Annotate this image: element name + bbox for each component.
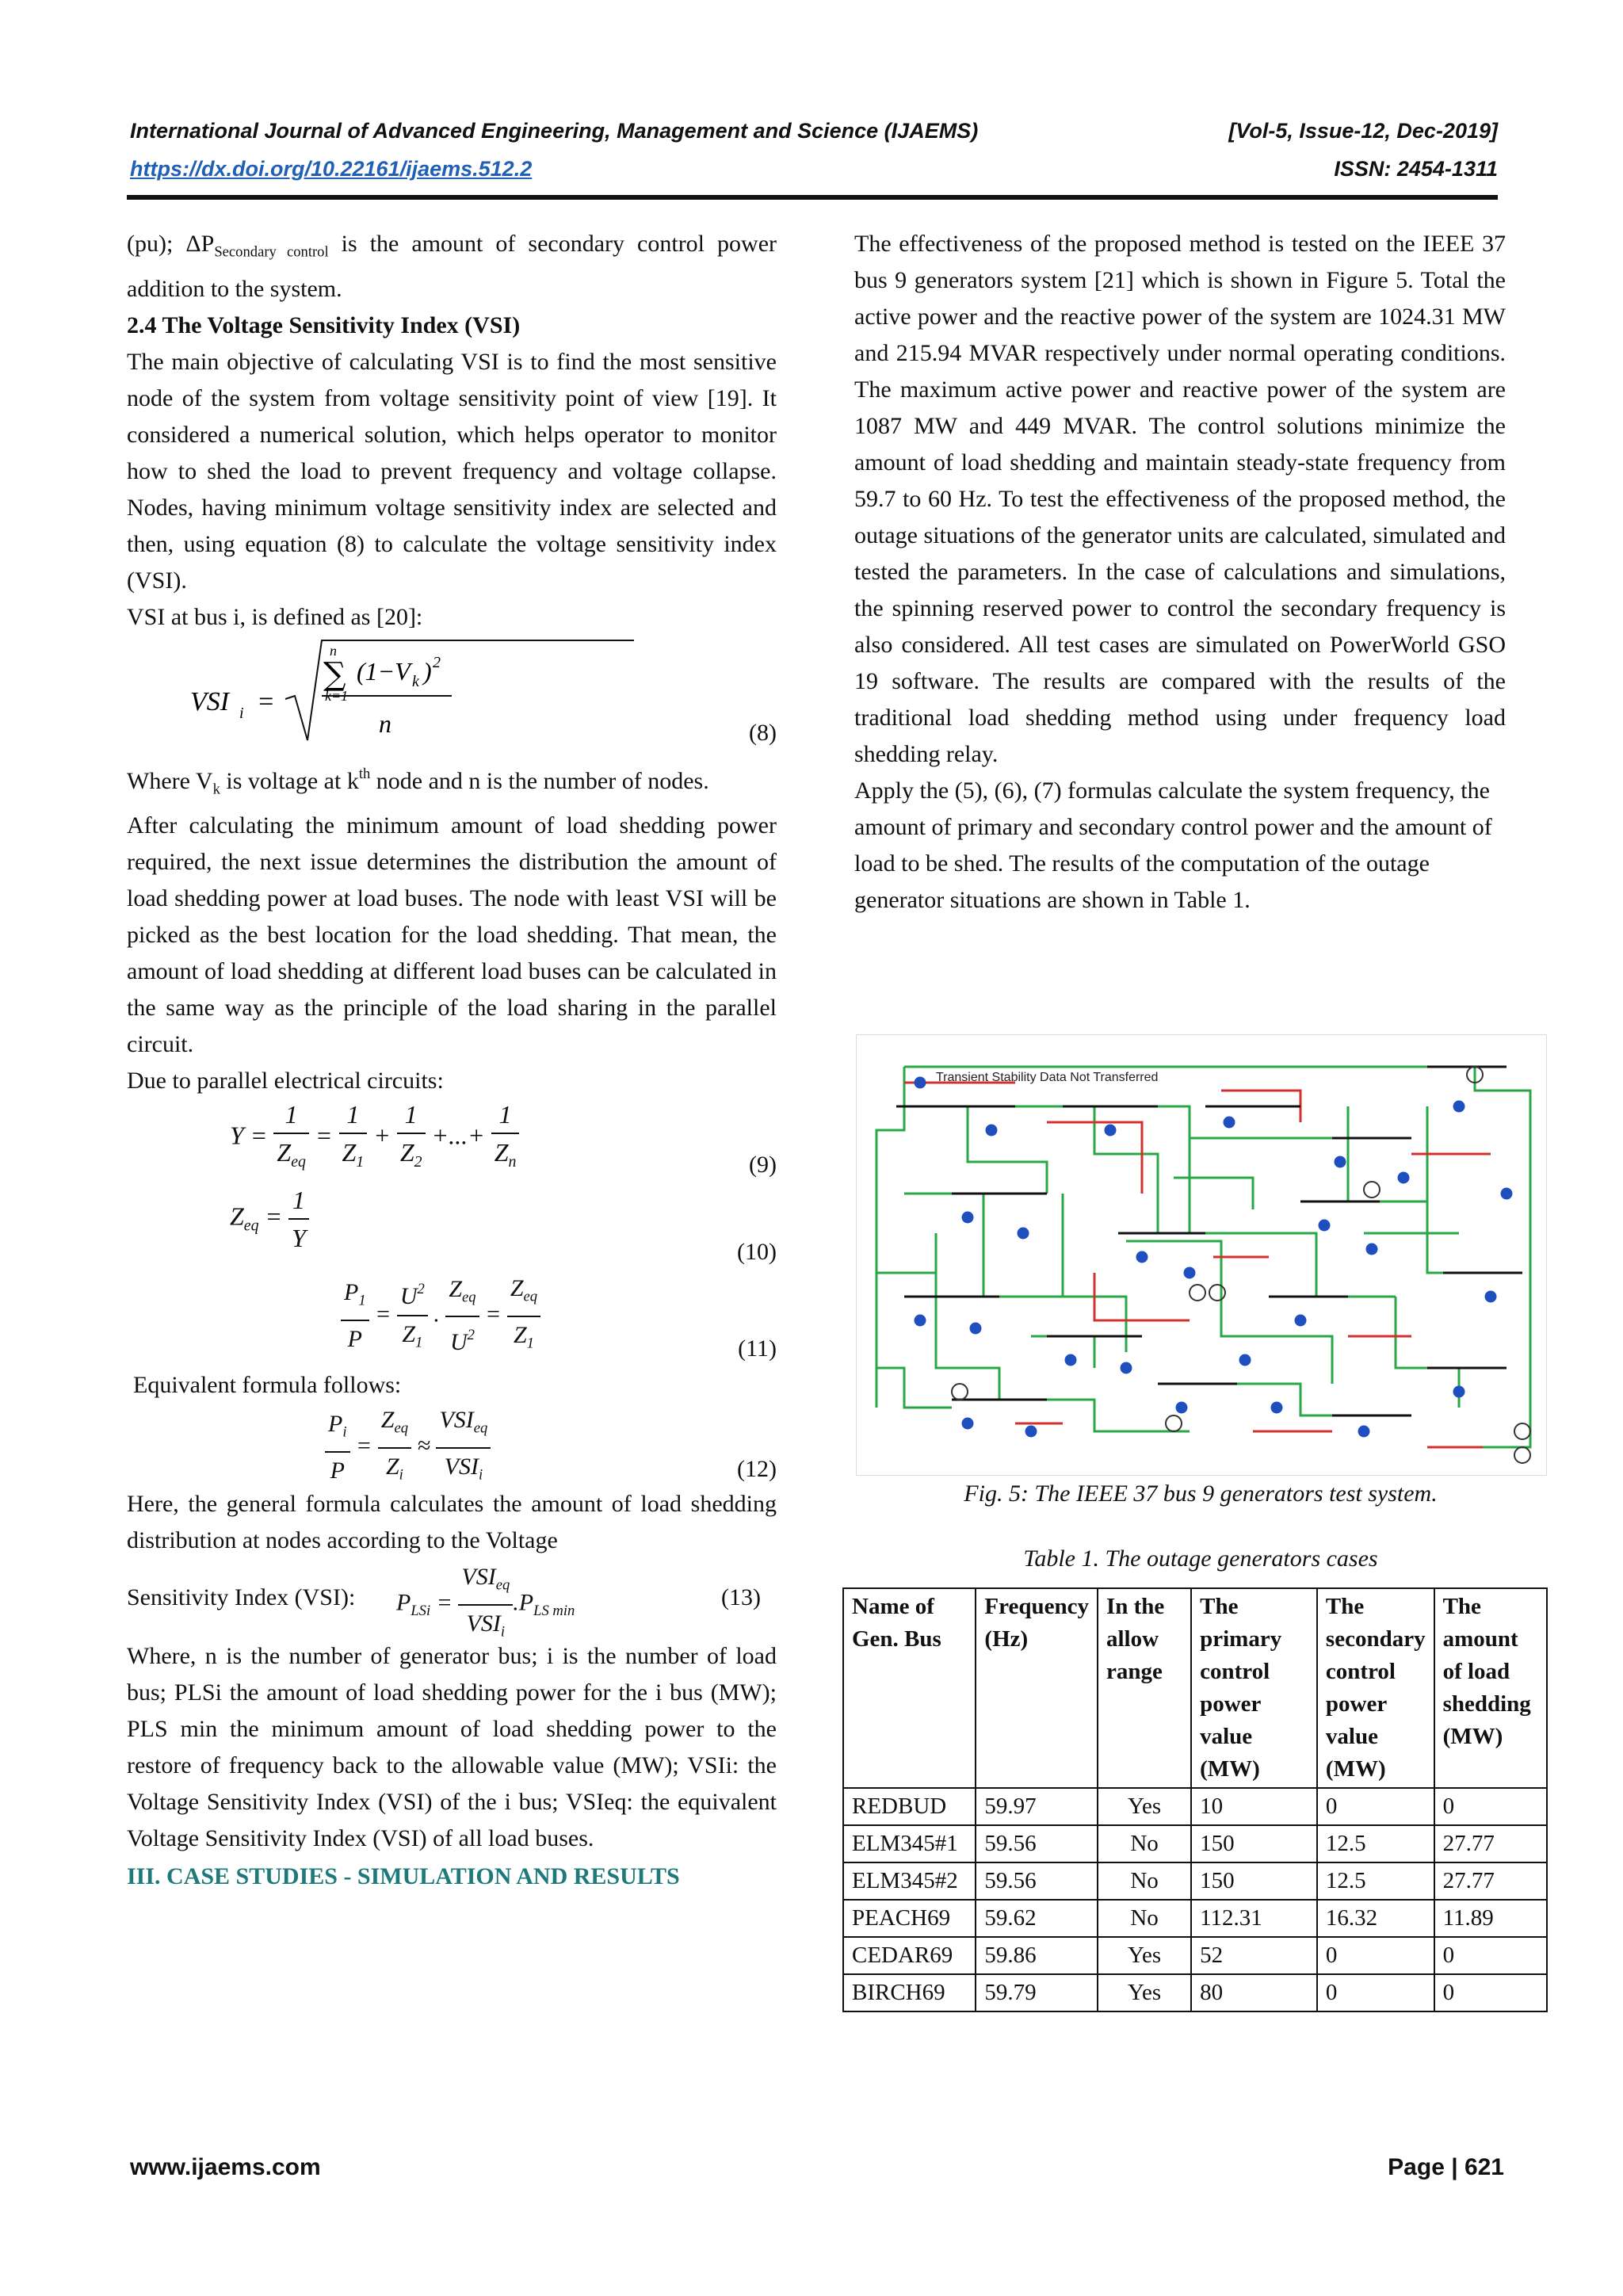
- cell-load-shedding: 0: [1434, 1974, 1547, 2011]
- parallel-text: Due to parallel electrical circuits:: [127, 1068, 444, 1095]
- equation-11-formula: $\frac{P_1}{P}$ = $\frac{U^2}{Z_1}$ . $\frac{Z_{eq}}{U^2}$ = $\frac{Z_{eq}}{Z_1}$: [341, 1270, 540, 1362]
- cell-gen-bus: REDBUD: [843, 1788, 976, 1825]
- cell-primary: 112.31: [1191, 1900, 1317, 1937]
- equation-8-number: (8): [749, 719, 777, 746]
- vsi-label: Sensitivity Index (VSI):: [127, 1584, 356, 1611]
- cell-load-shedding: 27.77: [1434, 1862, 1547, 1900]
- svg-text:∑: ∑: [323, 655, 346, 693]
- table-caption: Table 1. The outage generators cases: [1023, 1545, 1378, 1572]
- cell-secondary: 16.32: [1317, 1900, 1434, 1937]
- equation-13-formula: $P_{LSi}$ = $\frac{VSI_{eq}}{VSI_i}$ $.P_{LS min}$: [396, 1559, 575, 1650]
- doi-row: [130, 157, 1498, 181]
- right-column: [854, 226, 1506, 919]
- svg-text:n: n: [330, 642, 337, 659]
- equation-10-formula: $Z_{eq}$ = $\frac{1}{Y}$: [230, 1182, 309, 1256]
- cell-frequency: 59.97: [976, 1788, 1098, 1825]
- svg-text:=: =: [257, 686, 275, 716]
- paragraph-general-formula: Here, the general formula calculates the amount of load shedding distribution at nodes according to the Voltage: [127, 1491, 777, 1554]
- equation-12-formula: $\frac{P_i}{P}$ = $\frac{Z_{eq}}{Z_i}$ ≈ $\frac{VSI_{eq}}{VSI_i}$: [325, 1402, 491, 1493]
- cell-load-shedding: 11.89: [1434, 1900, 1547, 1937]
- cell-secondary: 0: [1317, 1788, 1434, 1825]
- cell-allow-range: Yes: [1098, 1937, 1191, 1974]
- cell-allow-range: No: [1098, 1825, 1191, 1862]
- table-row: [843, 1862, 1547, 1900]
- equivalent-text: Equivalent formula follows:: [133, 1372, 402, 1399]
- svg-text:i: i: [239, 704, 244, 722]
- equation-9: [127, 1099, 777, 1179]
- table-header-row: [843, 1588, 1547, 1788]
- equation-8: [127, 636, 777, 756]
- section-heading-case-studies: III. CASE STUDIES - SIMULATION AND RESULTS: [127, 1863, 680, 1890]
- cell-primary: 52: [1191, 1937, 1317, 1974]
- svg-text:(1−V: (1−V: [357, 656, 411, 686]
- intro-text: (pu); $\Delta P_{Secondary control}$ is the amount of secondary control power addition to the system.: [127, 231, 777, 302]
- cell-frequency: 59.86: [976, 1937, 1098, 1974]
- one-line-diagram: [857, 1035, 1546, 1475]
- equation-9-number: (9): [749, 1152, 777, 1179]
- header-frequency: Frequency (Hz): [976, 1588, 1098, 1788]
- paragraph-vsi: The main objective of calculating VSI is to find the most sensitive node of the system from voltage sensitivity point of view [19]. It considered a numerical solution, which helps operator to monitor how to shed the load to prevent frequency and voltage collapse. Nodes, having minimum voltage sensitivity index are selected and then, using equation (8) to calculate the voltage sensitivity index (VSI).: [127, 348, 777, 594]
- equation-12: [127, 1404, 777, 1486]
- header-rule: [127, 195, 1498, 200]
- svg-text:k: k: [412, 672, 419, 690]
- cell-load-shedding: 0: [1434, 1937, 1547, 1974]
- header-secondary-control: The secondary control power value (MW): [1317, 1588, 1434, 1788]
- cell-gen-bus: CEDAR69: [843, 1937, 976, 1974]
- cell-primary: 150: [1191, 1825, 1317, 1862]
- cell-frequency: 59.56: [976, 1862, 1098, 1900]
- equation-11-number: (11): [738, 1335, 777, 1362]
- header-load-shedding: The amount of load shedding (MW): [1434, 1588, 1547, 1788]
- doi-link[interactable]: https://dx.doi.org/10.22161/ijaems.512.2: [130, 157, 533, 181]
- journal-title: International Journal of Advanced Engineering, Management and Science (IJAEMS): [130, 119, 979, 143]
- section-heading-vsi: 2.4 The Voltage Sensitivity Index (VSI): [127, 311, 521, 338]
- running-header: [130, 119, 1498, 143]
- paragraph-distribution: After calculating the minimum amount of load shedding power required, the next issue determines the distribution the amount of load shedding power at load buses. The node with least VSI will be picked as the best location for the load shedding. That mean, the amount of load shedding at different load buses can be calculated in the same way as the principle of the load sharing in the parallel circuit.: [127, 812, 777, 1058]
- cell-secondary: 0: [1317, 1974, 1434, 2011]
- svg-text:n: n: [379, 709, 391, 738]
- cell-primary: 80: [1191, 1974, 1317, 2011]
- diagram-banner: Transient Stability Data Not Transferred: [936, 1071, 1159, 1084]
- table-row: [843, 1937, 1547, 1974]
- equation-13-number: (13): [721, 1584, 761, 1611]
- cell-frequency: 59.62: [976, 1900, 1098, 1937]
- issn: ISSN: 2454-1311: [1334, 157, 1498, 181]
- paragraph-apply-formulas: Apply the (5), (6), (7) formulas calculate the system frequency, the amount of primary and secondary control power and the amount of load to be shed. The results of the computation of the outage generator situations are shown in Table 1.: [854, 777, 1492, 913]
- cell-allow-range: No: [1098, 1862, 1191, 1900]
- cell-gen-bus: ELM345#1: [843, 1825, 976, 1862]
- svg-text:2: 2: [433, 653, 441, 671]
- cell-gen-bus: BIRCH69: [843, 1974, 976, 2011]
- svg-text:): ): [423, 656, 432, 686]
- footer-website-link[interactable]: www.ijaems.com: [130, 2154, 321, 2180]
- cell-primary: 150: [1191, 1862, 1317, 1900]
- cell-gen-bus: PEACH69: [843, 1900, 976, 1937]
- issue-info: [Vol-5, Issue-12, Dec-2019]: [1228, 119, 1498, 143]
- where-vk: Where $V_k$ is voltage at $k^{th}$ node and n is the number of nodes.: [127, 765, 709, 798]
- header-allow-range: In the allow range: [1098, 1588, 1191, 1788]
- cell-secondary: 0: [1317, 1937, 1434, 1974]
- cell-load-shedding: 0: [1434, 1788, 1547, 1825]
- paragraph-definitions: Where, n is the number of generator bus; i is the number of load bus; PLSi the amount of load shedding power for the i bus (MW); PLS min the minimum amount of load shedding power to the restore of frequency back to the allowable value (MW); VSIi: the Voltage Sensitivity Index (VSI) of the i bus; VSIeq: the equivalent Voltage Sensitivity Index (VSI) of all load buses.: [127, 1643, 777, 1852]
- svg-text:VSI: VSI: [190, 686, 230, 716]
- equation-11: [127, 1270, 777, 1367]
- cell-frequency: 59.79: [976, 1974, 1098, 2011]
- equation-10-number: (10): [737, 1239, 777, 1266]
- cell-load-shedding: 27.77: [1434, 1825, 1547, 1862]
- table-row: [843, 1900, 1547, 1937]
- page-number: Page | 621: [1388, 2154, 1504, 2180]
- equation-8-formula: [190, 636, 634, 756]
- figure-caption: Fig. 5: The IEEE 37 bus 9 generators test system.: [964, 1480, 1438, 1507]
- cell-allow-range: No: [1098, 1900, 1191, 1937]
- cell-secondary: 12.5: [1317, 1825, 1434, 1862]
- equation-10: [127, 1179, 777, 1270]
- header-gen-bus: Name of Gen. Bus: [843, 1588, 976, 1788]
- cell-allow-range: Yes: [1098, 1788, 1191, 1825]
- equation-12-number: (12): [737, 1456, 777, 1483]
- vsi-definition: VSI at bus i, is defined as [20]:: [127, 603, 423, 630]
- table-row: [843, 1825, 1547, 1862]
- table-row: [843, 1974, 1547, 2011]
- cell-allow-range: Yes: [1098, 1974, 1191, 2011]
- cell-frequency: 59.56: [976, 1825, 1098, 1862]
- equation-13: [127, 1559, 777, 1641]
- cell-primary: 10: [1191, 1788, 1317, 1825]
- table-row: [843, 1788, 1547, 1825]
- cell-gen-bus: ELM345#2: [843, 1862, 976, 1900]
- equation-9-formula: Y = $\frac{1}{Z_{eq}}$ = $\frac{1}{Z_1}$ + $\frac{1}{Z_2}$ +...+ $\frac{1}{Z_n}$: [230, 1096, 519, 1180]
- paragraph-test-system: The effectiveness of the proposed method is tested on the IEEE 37 bus 9 generators system [21] which is shown in Figure 5. Total the active power and the reactive power of the system are 1024.31 MW and 215.94 MVAR respectively under normal operating conditions. The maximum active power and reactive power of the system are 1087 MW and 449 MVAR. The control solutions minimize the amount of load shedding and maintain steady-state frequency from 59.7 to 60 Hz. To test the effectiveness of the proposed method, the outage situations of the generator units are calculated, simulated and tested the parameters. In the case of calculations and simulations, the spinning reserved power to control the secondary frequency is also considered. All test cases are simulated on PowerWorld GSO 19 software. The results are compared with the results of the traditional load shedding method using under frequency load shedding relay.: [854, 231, 1506, 767]
- left-column: [127, 226, 777, 1895]
- svg-text:k=1: k=1: [325, 687, 349, 704]
- outage-generators-table: [842, 1587, 1548, 2012]
- cell-secondary: 12.5: [1317, 1862, 1434, 1900]
- figure-power-system-diagram: [856, 1034, 1547, 1476]
- header-primary-control: The primary control power value (MW): [1191, 1588, 1317, 1788]
